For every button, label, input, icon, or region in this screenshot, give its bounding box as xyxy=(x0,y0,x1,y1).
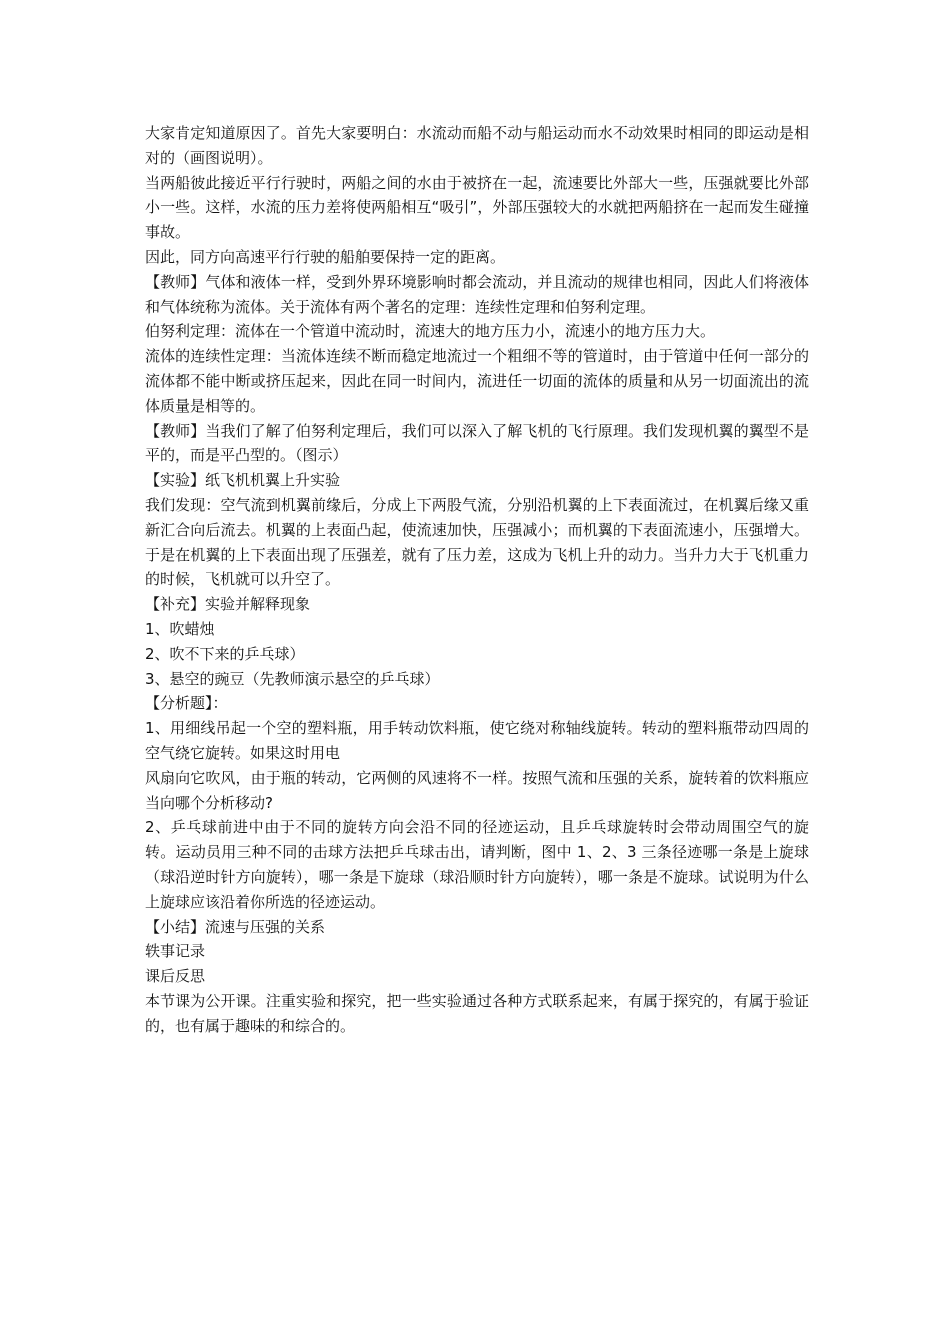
paragraph-reflection-heading: 课后反思 xyxy=(145,967,206,986)
paragraph-keep-distance: 因此，同方向高速平行行驶的船舶要保持一定的距离。 xyxy=(145,247,506,266)
paragraph-reason: 大家肯定知道原因了。首先大家要明白：水流动而船不动与船运动而水不动效果时相同的即运动是相对的（画图说明）。 xyxy=(145,124,809,167)
list-item-pea: 3、悬空的豌豆（先教师演示悬空的乒乓球） xyxy=(145,669,440,688)
paragraph-analysis-1b: 风扇向它吹风，由于瓶的转动，它两侧的风速将不一样。按照气流和压强的关系，旋转着的饮料瓶应当向哪个分析移动? xyxy=(145,768,809,812)
paragraph-anecdote: 轶事记录 xyxy=(145,942,206,961)
paragraph-summary: 【小结】流速与压强的关系 xyxy=(145,917,326,936)
list-item-candle: 1、吹蜡烛 xyxy=(145,619,215,638)
paragraph-supplement: 【补充】实验并解释现象 xyxy=(145,595,311,614)
paragraph-analysis-heading: 【分析题】： xyxy=(145,694,228,713)
paragraph-reflection: 本节课为公开课。注重实验和探究，把一些实验通过各种方式联系起来，有属于探究的，有属于验证的，也有属于趣味的和综合的。 xyxy=(145,991,809,1035)
paragraph-continuity: 流体的连续性定理：当流体连续不断而稳定地流过一个粗细不等的管道时，由于管道中任何一部分的流体都不能中断或挤压起来，因此在同一时间内，流进任一切面的流体的质量和从另一切面流出的流体质量是相等的。 xyxy=(145,347,809,415)
list-item-pingpong: 2、吹不下来的乒乓球） xyxy=(145,644,305,663)
paragraph-bernoulli: 伯努利定理：流体在一个管道中流动时，流速大的地方压力小，流速小的地方压力大。 xyxy=(145,322,716,341)
document-body xyxy=(145,121,809,1038)
paragraph-experiment-title: 【实验】纸飞机机翼上升实验 xyxy=(145,471,341,490)
paragraph-analysis-2: 2、乒乓球前进中由于不同的旋转方向会沿不同的径迹运动，且乒乓球旋转时会带动周围空气的旋转。运动员用三种不同的击球方法把乒乓球击出，请判断，图中 1、2、3 三条径迹哪一条是上旋球（球沿逆时针方向旋转），哪一条是下旋球（球沿顺时针方向旋转），哪一条是不旋球。试说明为什么上旋球应该沿着你所选的径迹运动。 xyxy=(145,818,809,911)
paragraph-analysis-1a: 1、用细线吊起一个空的塑料瓶，用手转动饮料瓶，使它绕对称轴线旋转。转动的塑料瓶带动四周的空气绕它旋转。如果这时用电 xyxy=(145,719,809,762)
paragraph-experiment-findings: 我们发现：空气流到机翼前缘后，分成上下两股气流，分别沿机翼的上下表面流过，在机翼后缘又重新汇合向后流去。机翼的上表面凸起，使流速加快，压强减小；而机翼的下表面流速小，压强增大。于是在机翼的上下表面出现了压强差，就有了压力差，这成为飞机上升的动力。当升力大于飞机重力的时候，飞机就可以升空了。 xyxy=(145,495,809,589)
paragraph-teacher-fluid: 【教师】气体和液体一样，受到外界环境影响时都会流动，并且流动的规律也相同，因此人们将液体和气体统称为流体。关于流体有两个著名的定理：连续性定理和伯努利定理。 xyxy=(145,272,809,316)
paragraph-two-ships: 当两船彼此接近平行行驶时，两船之间的水由于被挤在一起，流速要比外部大一些，压强就要比外部小一些。这样，水流的压力差将使两船相互“吸引”，外部压强较大的水就把两船挤在一起而发生碰撞事故。 xyxy=(145,173,809,242)
paragraph-teacher-wing: 【教师】当我们了解了伯努利定理后，我们可以深入了解飞机的飞行原理。我们发现机翼的翼型不是平的，而是平凸型的。（图示） xyxy=(145,421,809,465)
